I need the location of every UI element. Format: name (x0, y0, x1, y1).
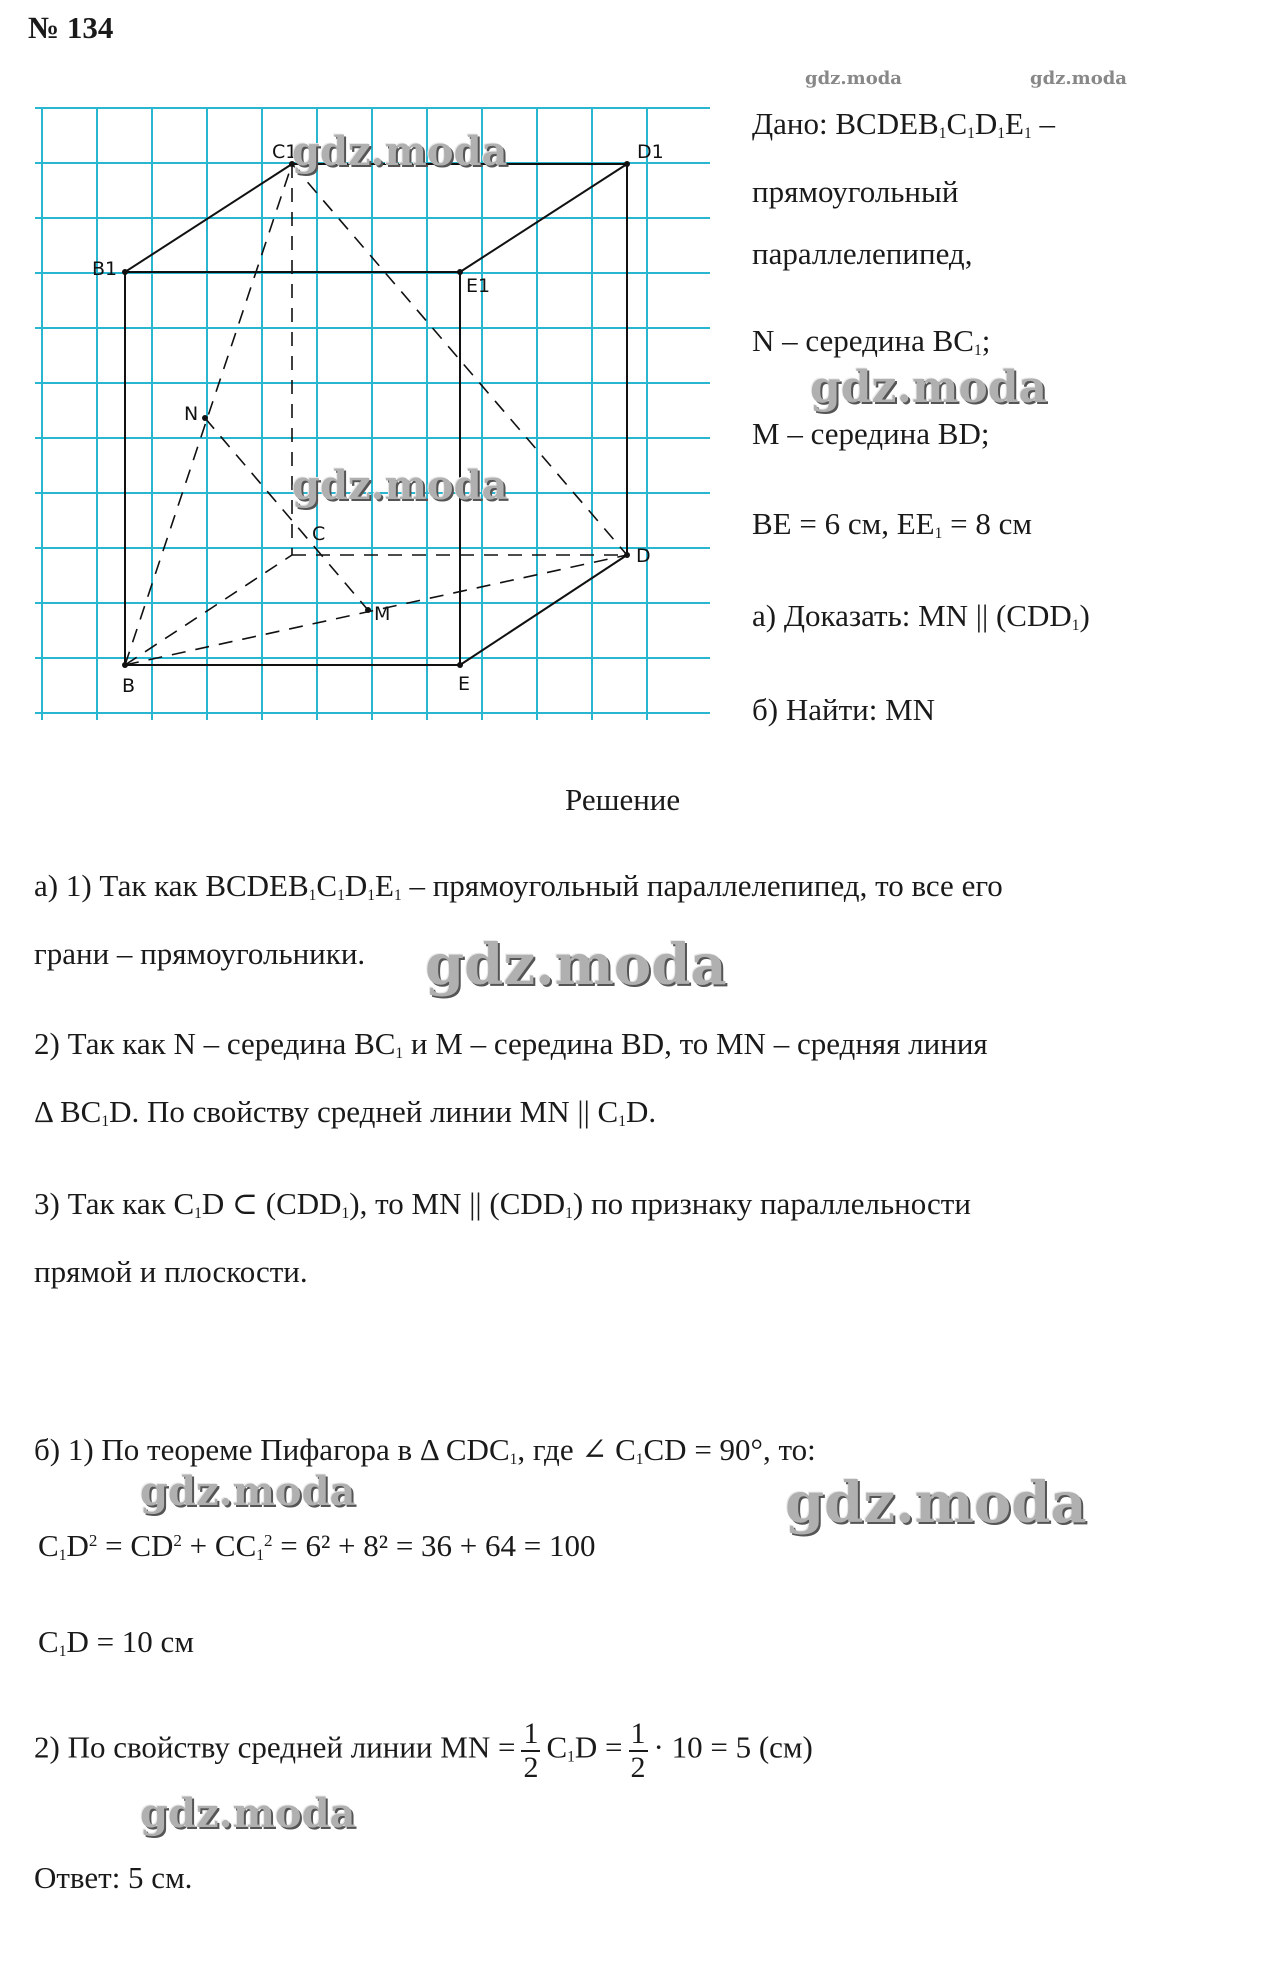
given-line-2: прямоугольный (752, 174, 959, 209)
label-n: N (184, 403, 199, 425)
label-m: M (374, 603, 391, 625)
watermark: gdz.moda (425, 932, 727, 998)
fraction-half-2: $\frac{1}{2}$ (630, 1717, 646, 1784)
watermark: gdz.moda (805, 68, 902, 89)
grid (35, 108, 710, 720)
solution-a2-line2: Δ $BC_1D$. По свойству средней линии MN || $C_1D$. (34, 1094, 657, 1130)
watermark: gdz.moda (810, 362, 1048, 413)
given-lengths: BE = 6 см, $EE_1 = 8$ см (752, 506, 1032, 542)
solution-b1: б) 1) По теореме Пифагора в Δ $CDC_1$, где ∠ $C_1CD = 90^\circ$, то: (34, 1432, 816, 1468)
problem-number: № 134 (28, 10, 114, 45)
label-e1: E1 (466, 275, 491, 297)
label-c: C (312, 523, 326, 545)
edge-bc-hidden (125, 555, 292, 665)
given-find: б) Найти: MN (752, 692, 936, 727)
answer: Ответ: 5 см. (34, 1860, 193, 1895)
given-m: M – середина BD; (752, 416, 990, 451)
watermark: gdz.moda (292, 128, 508, 175)
given-line-3: параллелепипед, (752, 236, 973, 271)
label-c1: C1 (272, 141, 298, 163)
equation-c1d: $C_1D = 10$ см (38, 1624, 194, 1660)
watermark: gdz.moda (785, 1470, 1087, 1536)
solution-a1: а) 1) Так как $BCDEB_1C_1D_1E_1$ – прямоугольный параллелепипед, то все его (34, 868, 1003, 904)
fraction-half: $\frac{1}{2}$ (523, 1717, 539, 1784)
watermark: gdz.moda (1030, 68, 1127, 89)
solution-a3: 3) Так как $C_1D$ ⊂ $(CDD_1)$, то MN || $(CDD_1)$ по признаку параллельности (34, 1186, 971, 1222)
segment-mn (205, 418, 368, 610)
label-d1: D1 (637, 141, 664, 163)
label-b: B (122, 675, 136, 697)
given-line-1: Дано: $BCDEB_1C_1D_1E_1$ – (752, 106, 1055, 142)
given-n: N – середина $BC_1$; (752, 323, 991, 359)
label-e: E (458, 673, 471, 695)
segment-bc1 (125, 164, 292, 665)
watermark: gdz.moda (292, 462, 508, 509)
solution-a1-line2: грани – прямоугольники. (34, 936, 366, 971)
parallelepiped-diagram (0, 80, 730, 740)
solution-b2: 2) По свойству средней линии MN = $\frac{1}{2}$ $C_1D$ = $\frac{1}{2}$ · 10 = 5 (см) (34, 1717, 813, 1784)
watermark: gdz.moda (140, 1790, 356, 1837)
label-d: D (636, 545, 651, 567)
watermark: gdz.moda (140, 1468, 356, 1515)
solution-a3-line2: прямой и плоскости. (34, 1254, 308, 1289)
equation-pythagoras: $C_1D^2 = CD^2 + CC_1^2 = 6^2 + 8^2 = 36 + 64 = 100$ (38, 1528, 596, 1564)
solution-a2: 2) Так как N – середина $BC_1$ и M – середина BD, то MN – средняя линия (34, 1026, 988, 1062)
solution-heading: Решение (565, 782, 681, 817)
given-prove: а) Доказать: MN || $(CDD_1)$ (752, 598, 1090, 634)
label-b1: B1 (92, 258, 118, 280)
edge-ed (460, 555, 627, 665)
